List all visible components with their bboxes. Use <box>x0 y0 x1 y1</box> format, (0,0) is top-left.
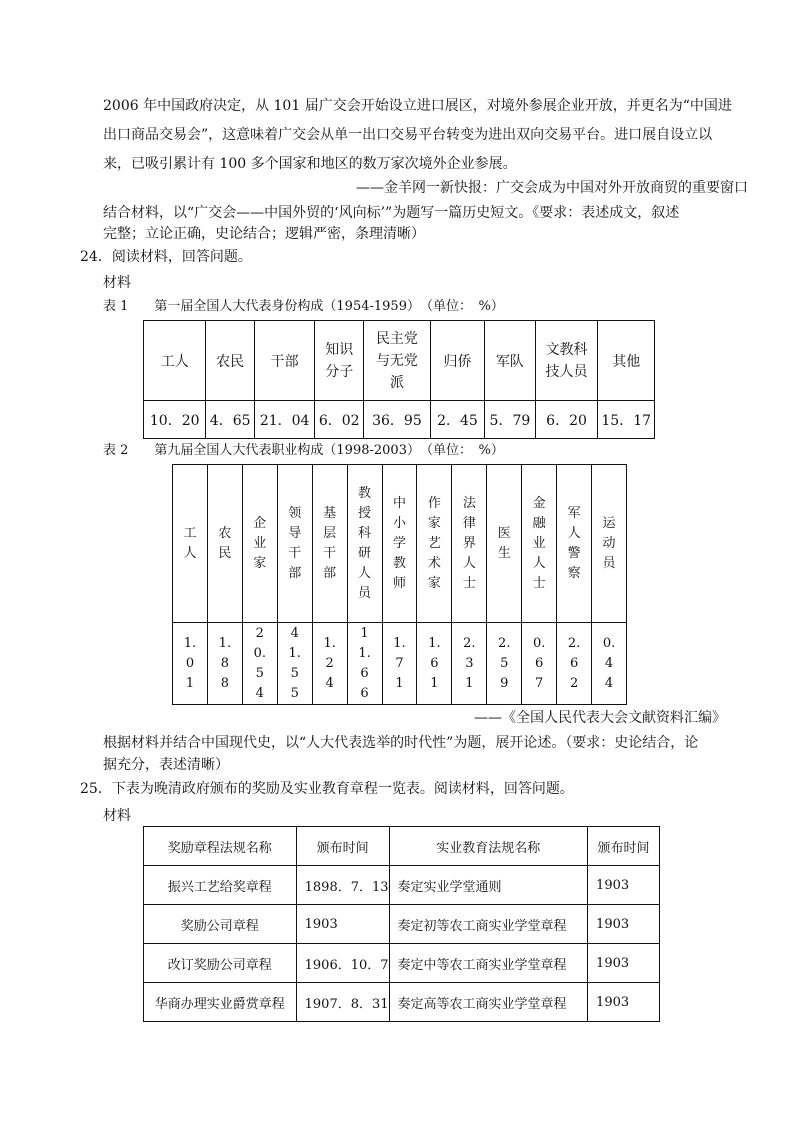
q24-material-label: 材料 <box>103 275 131 291</box>
table3-cell: 奖励公司章程 <box>144 905 297 944</box>
table3-cell: 改订奖励公司章程 <box>144 944 297 983</box>
table2-value: 1.61 <box>417 623 452 705</box>
table2-value: 1.01 <box>173 623 208 705</box>
table2-header: 中小学教师 <box>382 465 417 623</box>
table3-cell: 奏定实业学堂通则 <box>389 866 588 905</box>
table3-cell: 1903 <box>588 866 660 905</box>
table1-header: 民主党与无党派 <box>364 321 431 401</box>
table3-cell: 1903 <box>588 983 660 1022</box>
table3-cell: 1907．8．31 <box>296 983 389 1022</box>
table3-cell: 1903 <box>296 905 389 944</box>
table1-value: 2．45 <box>430 401 484 439</box>
intro-line-2: 出口商品交易会”，这意味着广交会从单一出口交易平台转变为进出双向交易平台。进口展自设立以 <box>103 127 713 143</box>
table1-header-row <box>144 321 655 401</box>
q25-heading: 25．下表为晚清政府颁布的奖励及实业教育章程一览表。阅读材料，回答问题。 <box>80 781 574 797</box>
intro-task-line-2: 完整；立论正确，史论结合；逻辑严密，条理清晰） <box>103 226 425 242</box>
table1-value: 6．20 <box>535 401 598 439</box>
table3-cell: 1898．7．13 <box>296 866 389 905</box>
table1-header: 干部 <box>254 321 314 401</box>
table1-value: 36．95 <box>364 401 431 439</box>
table2-header: 领导干部 <box>277 465 312 623</box>
table1-header: 归侨 <box>430 321 484 401</box>
table3 <box>143 826 660 1022</box>
table3-cell: 1906．10．7 <box>296 944 389 983</box>
table2-header: 农民 <box>207 465 242 623</box>
table2-value-row <box>173 623 627 705</box>
table2-header: 军人警察 <box>557 465 592 623</box>
table3-cell: 振兴工艺给奖章程 <box>144 866 297 905</box>
table1-value: 10．20 <box>144 401 206 439</box>
table1-header: 知识分子 <box>315 321 364 401</box>
table2-header: 基层干部 <box>312 465 347 623</box>
table3-row <box>144 983 660 1022</box>
q24-task-line-1: 根据材料并结合中国现代史，以“人大代表选举的时代性”为题，展开论述。（要求：史论结合，论 <box>103 735 699 751</box>
table2-value: 2.31 <box>452 623 487 705</box>
table3-cell: 奏定高等农工商实业学堂章程 <box>389 983 588 1022</box>
q25-material-label: 材料 <box>103 808 131 824</box>
table1-header: 工人 <box>144 321 206 401</box>
q24-task-line-2: 据充分，表述清晰） <box>103 757 229 773</box>
table3-header-row <box>144 827 660 866</box>
table2-header: 教授科研人员 <box>347 465 382 623</box>
table1-header: 军队 <box>485 321 535 401</box>
table1-value: 4．65 <box>206 401 255 439</box>
table1-header: 农民 <box>206 321 255 401</box>
table2 <box>172 464 627 705</box>
table2-value: 1.24 <box>312 623 347 705</box>
table2-caption: 表 2 第九届全国人大代表职业构成（1998-2003） （单位： %） <box>103 443 504 458</box>
table2-header: 企业家 <box>242 465 277 623</box>
table2-value: 41.55 <box>277 623 312 705</box>
table2-header: 法律界人士 <box>452 465 487 623</box>
table2-header: 作家艺术家 <box>417 465 452 623</box>
intro-line-1: 2006 年中国政府决定，从 101 届广交会开始设立进口展区，对境外参展企业开放，并更名为“中国进 <box>103 98 732 114</box>
table2-value: 0.44 <box>592 623 627 705</box>
table1-header: 文教科技人员 <box>535 321 598 401</box>
table3-row <box>144 944 660 983</box>
table1-value-row <box>144 401 655 439</box>
table2-header: 医生 <box>487 465 522 623</box>
table2-value: 1.88 <box>207 623 242 705</box>
table3-row <box>144 866 660 905</box>
table2-source: ——《全国人民代表大会文献资料汇编》 <box>474 710 726 726</box>
table3-header: 奖励章程法规名称 <box>144 827 297 866</box>
table3-cell: 1903 <box>588 944 660 983</box>
table3-header: 实业教育法规名称 <box>389 827 588 866</box>
intro-source: ——金羊网一新快报：广交会成为中国对外开放商贸的重要窗口 <box>356 180 748 196</box>
intro-task-line-1: 结合材料，以“广交会——中国外贸的‘风向标’”为题写一篇历史短文。《要求：表述成文，叙述 <box>103 205 680 221</box>
table2-header: 工人 <box>173 465 208 623</box>
table3-row <box>144 905 660 944</box>
table3-header: 颁布时间 <box>588 827 660 866</box>
table1-value: 6．02 <box>315 401 364 439</box>
table3-cell: 奏定中等农工商实业学堂章程 <box>389 944 588 983</box>
table3-header: 颁布时间 <box>296 827 389 866</box>
table1-value: 5．79 <box>485 401 535 439</box>
table2-header: 运动员 <box>592 465 627 623</box>
table3-cell: 奏定初等农工商实业学堂章程 <box>389 905 588 944</box>
table1-value: 21．04 <box>254 401 314 439</box>
table3-cell: 华商办理实业爵赏章程 <box>144 983 297 1022</box>
table2-value: 0.67 <box>522 623 557 705</box>
intro-line-3: 来，已吸引累计有 100 多个国家和地区的数万家次境外企业参展。 <box>103 156 517 172</box>
table3-cell: 1903 <box>588 905 660 944</box>
table1-caption: 表 1 第一届全国人大代表身份构成（1954-1959） （单位： %） <box>103 299 504 314</box>
q24-heading: 24．阅读材料，回答问题。 <box>80 249 252 265</box>
table1-value: 15．17 <box>598 401 655 439</box>
table1 <box>143 320 655 439</box>
table2-header-row <box>173 465 627 623</box>
table2-value: 11.66 <box>347 623 382 705</box>
table1-header: 其他 <box>598 321 655 401</box>
table2-value: 2.62 <box>557 623 592 705</box>
table2-header: 金融业人士 <box>522 465 557 623</box>
table2-value: 1.71 <box>382 623 417 705</box>
table2-value: 2.59 <box>487 623 522 705</box>
table2-value: 20.54 <box>242 623 277 705</box>
